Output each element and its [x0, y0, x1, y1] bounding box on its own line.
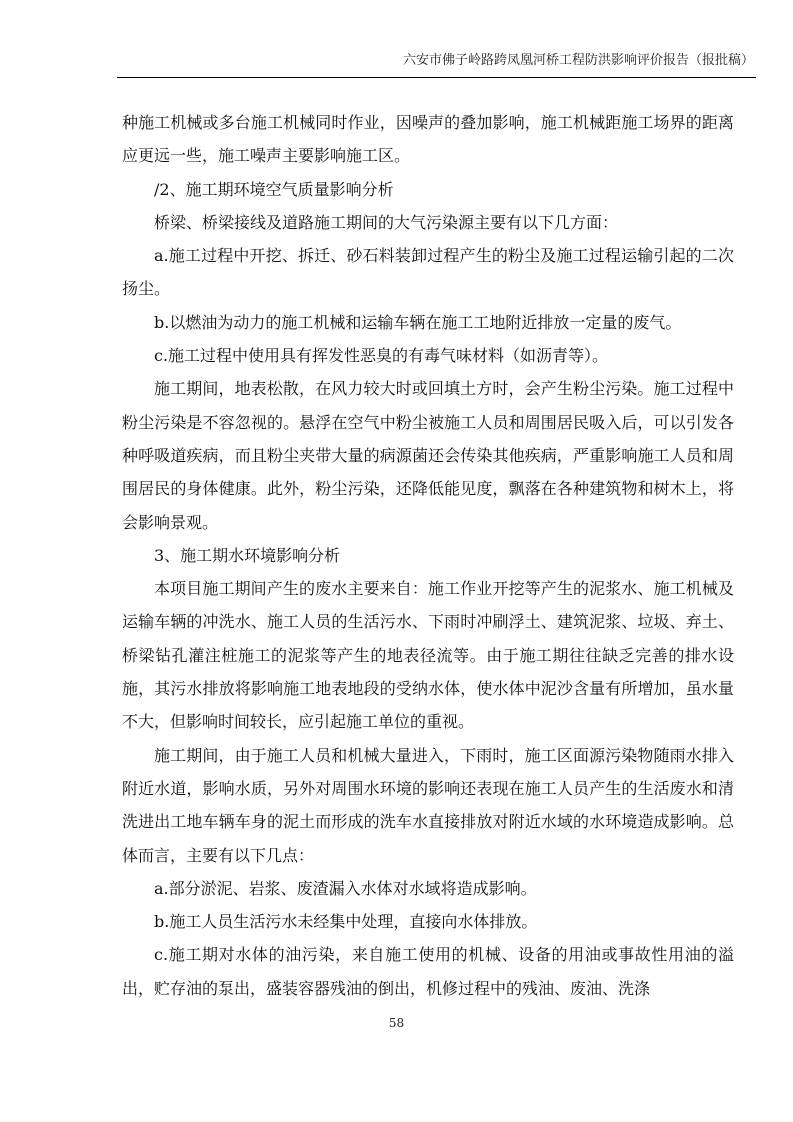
paragraph: 施工期间，由于施工人员和机械大量进入，下雨时，施工区面源污染物随雨水排入附近水道，影响水质，另外对周围水环境的影响还表现在施工人员产生的生活废水和清洗进出工地车辆车身的泥土而形成的洗车水直接排放对附近水域的水环境造成影响。总体而言，主要有以下几点：: [122, 745, 734, 865]
list-item: a.部分淤泥、岩浆、废渣漏入水体对水域将造成影响。: [154, 878, 537, 898]
list-item: a.施工过程中开挖、拆迁、砂石料装卸过程产生的粉尘及施工过程运输引起的二次扬尘。: [122, 246, 734, 299]
section-heading-water: 3、施工期水环境影响分析: [154, 545, 341, 565]
paragraph: 本项目施工期间产生的废水主要来自：施工作业开挖等产生的泥浆水、施工机械及运输车辆的冲洗水、施工人员的生活污水、下雨时冲刷浮土、建筑泥浆、垃圾、弃土、桥梁钻孔灌注桩施工的泥浆等产生的地表径流等。由于施工期往往缺乏完善的排水设施，其污水排放将影响施工地表地段的受纳水体，使水体中泥沙含量有所增加，虽水量不大，但影响时间较长，应引起施工单位的重视。: [122, 579, 734, 732]
list-item: b.施工人员生活污水未经集中处理，直接向水体排放。: [154, 912, 538, 932]
section-heading-air-quality: /2、施工期环境空气质量影响分析: [154, 179, 394, 199]
page-number: 58: [388, 1016, 405, 1030]
header-rule: [117, 77, 756, 78]
list-item: b.以燃油为动力的施工机械和运输车辆在施工工地附近排放一定量的废气。: [154, 312, 682, 332]
paragraph: 桥梁、桥梁接线及道路施工期间的大气污染源主要有以下几方面：: [154, 212, 619, 232]
list-item: c.施工过程中使用具有挥发性恶臭的有毒气味材料（如沥青等）。: [154, 346, 609, 366]
paragraph-continuation: 种施工机械或多台施工机械同时作业，因噪声的叠加影响，施工机械距施工场界的距离应更远一些，施工噪声主要影响施工区。: [122, 113, 734, 166]
list-item: c.施工期对水体的油污染，来自施工使用的机械、设备的用油或事故性用油的溢出，贮存油的泵出，盛装容器残油的倒出，机修过程中的残油、废油、洗涤: [122, 945, 734, 998]
body-text: [122, 106, 734, 1005]
paragraph: 施工期间，地表松散，在风力较大时或回填土方时，会产生粉尘污染。施工过程中粉尘污染是不容忽视的。悬浮在空气中粉尘被施工人员和周围居民吸入后，可以引发各种呼吸道疾病，而且粉尘夹带大量的病源菌还会传染其他疾病，严重影响施工人员和周围居民的身体健康。此外，粉尘污染，还降低能见度，飘落在各种建筑物和树木上，将会影响景观。: [122, 379, 734, 532]
running-header: 六安市佛子岭路跨凤凰河桥工程防洪影响评价报告（报批稿）: [402, 53, 754, 68]
